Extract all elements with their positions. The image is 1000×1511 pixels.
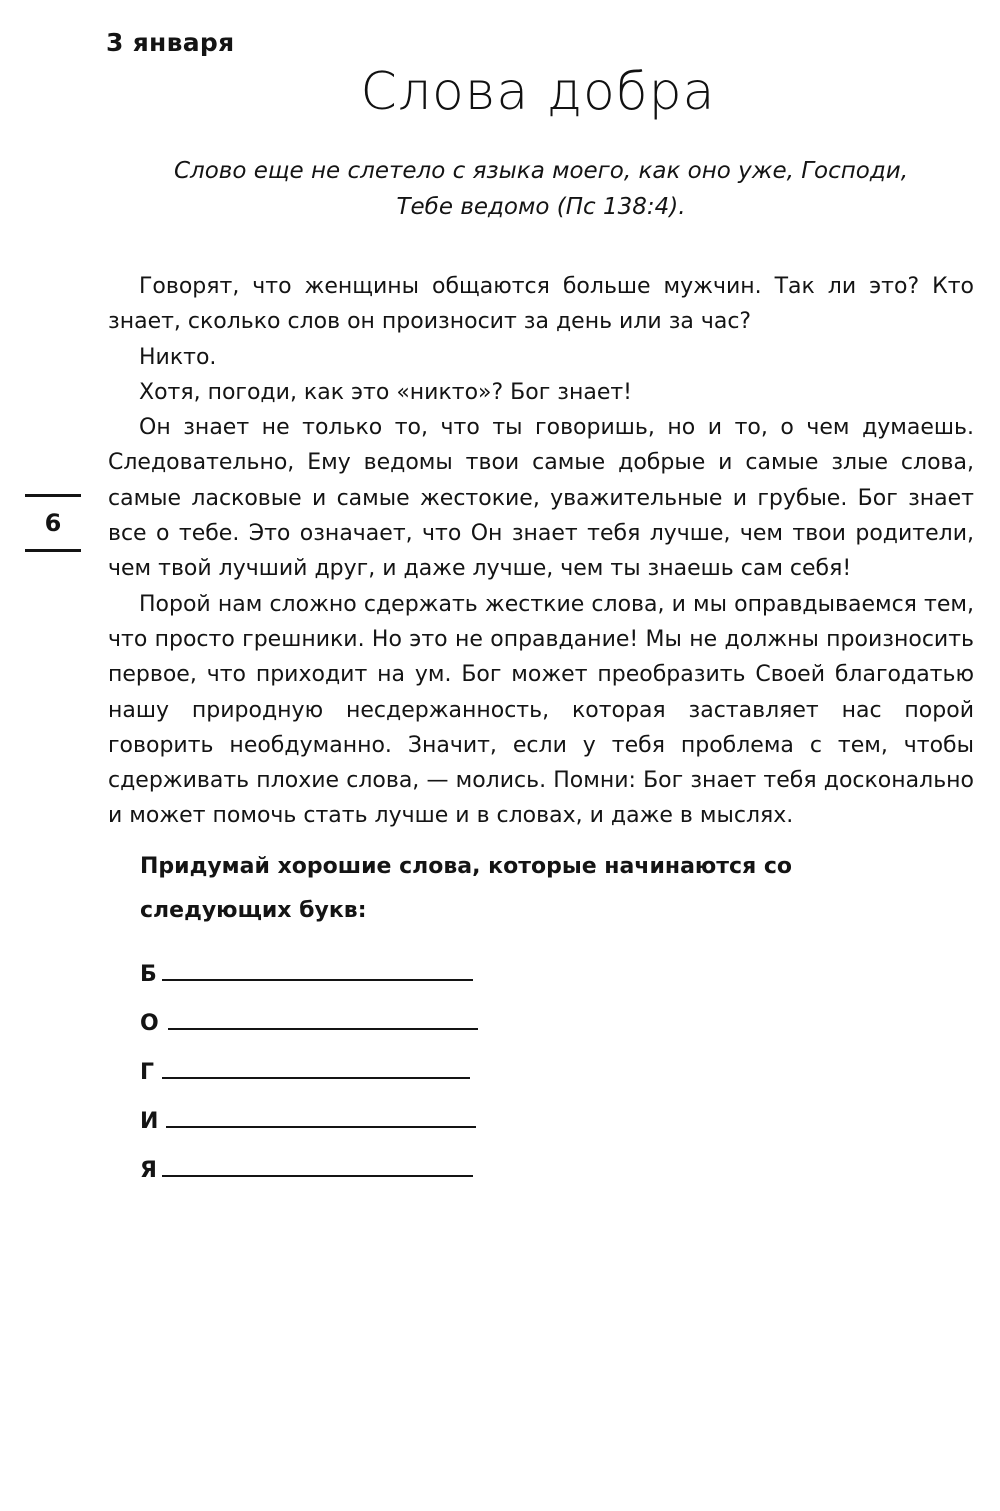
page-title: Слова добра <box>360 62 716 122</box>
answer-row <box>140 1036 478 1085</box>
answer-row <box>140 987 478 1036</box>
body-text <box>108 269 974 834</box>
date-heading: 3 января <box>106 28 235 57</box>
page-number: 6 <box>44 509 62 537</box>
answer-blank-line[interactable] <box>162 1077 470 1079</box>
paragraph-4: Он знает не только то, что ты говоришь, но и то, о чем думаешь. Следовательно, Ему ведомы твои самые добрые и самые злые слова, самые ласковые и самые жестокие, уважительные и грубые. Бог знает все о тебе. Это означает, что Он знает тебя лучше, чем твои родители, чем твой лучший друг, и даже лучше, чем ты знаешь сам себя! <box>108 415 974 582</box>
answer-letter: И <box>140 1109 159 1134</box>
answer-letter: О <box>140 1011 159 1036</box>
paragraph-3: Хотя, погоди, как это «никто»? Бог знает! <box>139 379 632 405</box>
epigraph-line-2: Тебе ведомо (Пс 138:4). <box>396 194 686 220</box>
epigraph-line-1: Слово еще не слетело с языка моего, как оно уже, Господи, <box>173 158 909 184</box>
answer-letter: Б <box>140 962 157 987</box>
paragraph-5: Порой нам сложно сдержать жесткие слова, и мы оправдываемся тем, что просто грешники. Но это не оправдание! Мы не должны произносить первое, что приходит на ум. Бог может преобразить Своей благодатью нашу природную несдержанность, которая заставляет нас порой говорить необдуманно. Значит, если у тебя проблема с тем, чтобы сдерживать плохие слова, — молись. Помни: Бог знает тебя досконально и может помочь стать лучше и в словах, и даже в мыслях. <box>108 591 974 829</box>
answer-blank-line[interactable] <box>168 1028 478 1030</box>
answer-row <box>140 1085 478 1134</box>
task-prompt-line-2: следующих букв: <box>140 898 367 923</box>
answer-blank-line[interactable] <box>166 1126 476 1128</box>
answer-letter: Я <box>140 1158 157 1183</box>
answer-row <box>140 1134 478 1183</box>
paragraph-1: Говорят, что женщины общаются больше мужчин. Так ли это? Кто знает, сколько слов он произносит за день или за час? <box>108 274 974 335</box>
answer-lines <box>140 938 478 1183</box>
answer-row <box>140 938 478 987</box>
epigraph <box>108 153 974 225</box>
answer-blank-line[interactable] <box>162 1175 473 1177</box>
paragraph-2: Никто. <box>139 344 217 370</box>
page-number-bottom-rule <box>25 549 81 552</box>
answer-blank-line[interactable] <box>162 979 473 981</box>
task-prompt <box>140 845 940 933</box>
answer-letter: Г <box>140 1060 155 1085</box>
page-number-marker <box>25 494 81 552</box>
task-prompt-line-1: Придумай хорошие слова, которые начинаются со <box>140 854 793 879</box>
